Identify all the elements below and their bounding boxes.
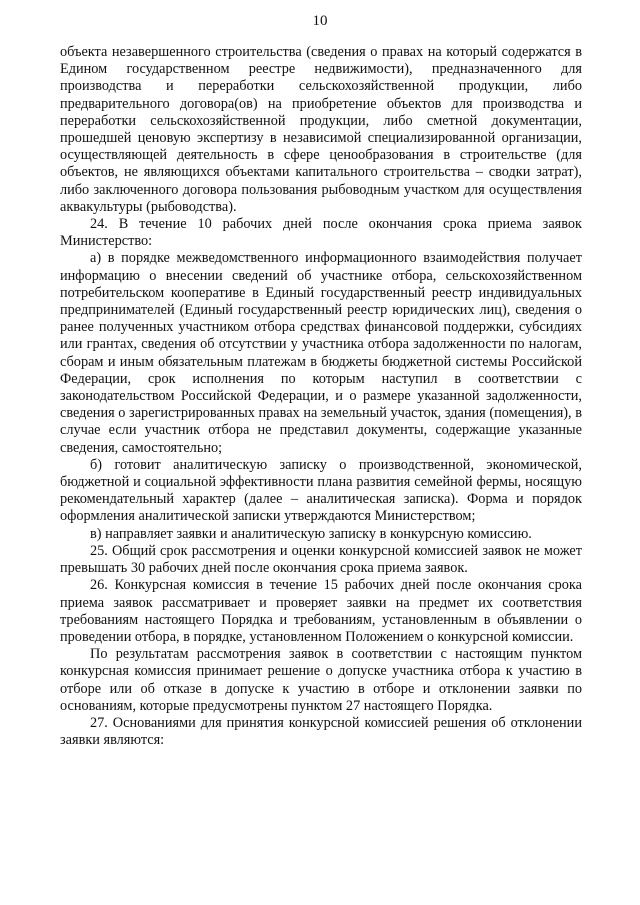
paragraph-continuation: объекта незавершенного строительства (сведения о правах на который содержатся в Едином государственном реестре недвижимости), предназначенного для производства и переработки сельскохозяйственной продукции, либо предварительного договора(ов) на приобретение объектов для производства и переработки сельскохозяйственной продукции, либо сметной документации, прошедшей ценовую экспертизу в независимой специализированной организации, осуществляющей деятельность в сфере ценообразования в строительстве (для объектов, не являющихся объектами капитального строительства – сводки затрат), либо заключенного договора пользования рыбоводным участком для осуществления аквакультуры (рыбоводства). [60, 44, 582, 215]
paragraph-subitem-b: б) готовит аналитическую записку о производственной, экономической, бюджетной и социальной эффективности плана развития семейной фермы, носящую рекомендательный характер (далее – аналитическая записка). Форма и порядок оформления аналитической записки утверждаются Министерством; [60, 456, 582, 525]
paragraph-item-24: 24. В течение 10 рабочих дней после окончания срока приема заявок Министерство: [60, 216, 582, 250]
paragraph-item-25: 25. Общий срок рассмотрения и оценки конкурсной комиссией заявок не может превышать 30 рабочих дней после окончания срока приема заявок. [60, 542, 582, 577]
paragraph-item-26: 26. Конкурсная комиссия в течение 15 рабочих дней после окончания срока приема заявок рассматривает и проверяет заявки на предмет их соответствия требованиям настоящего Порядка и требованиям, установленным в объявлении о проведении отбора, в порядке, установленном Положением о конкурсной комиссии. [60, 577, 582, 645]
document-body [60, 44, 582, 749]
paragraph-item-27: 27. Основаниями для принятия конкурсной комиссией решения об отклонении заявки являются: [60, 714, 582, 749]
page-number: 10 [312, 13, 328, 29]
paragraph-subitem-v: в) направляет заявки и аналитическую записку в конкурсную комиссию. [90, 525, 532, 542]
paragraph-subitem-a: а) в порядке межведомственного информационного взаимодействия получает информацию о внесении сведений об участнике отбора, сельскохозяйственном потребительском кооперативе в Единый государственный реестр индивидуальных предпринимателей (Единый государственный реестр юридических лиц), сведения о ранее полученных участником отбора средствах финансовой поддержки, субсидиях или грантах, сведения об отсутствии у участника отбора задолженности по налогам, сборам и иным обязательным платежам в бюджеты бюджетной системы Российской Федерации, срок исполнения по которым наступил в соответствии с законодательством Российской Федерации, и о размере указанной задолженности, сведения о зарегистрированных правах на земельный участок, здания (помещения), в случае если участник отбора не представил документы, содержащие указанные сведения, самостоятельно; [60, 250, 582, 456]
paragraph-item-26-results: По результатам рассмотрения заявок в соответствии с настоящим пунктом конкурсная комиссия принимает решение о допуске участника отбора к участию в отборе или об отказе в допуске к участию в отборе и отклонении заявки по основаниям, которые предусмотрены пунктом 27 настоящего Порядка. [60, 646, 582, 714]
